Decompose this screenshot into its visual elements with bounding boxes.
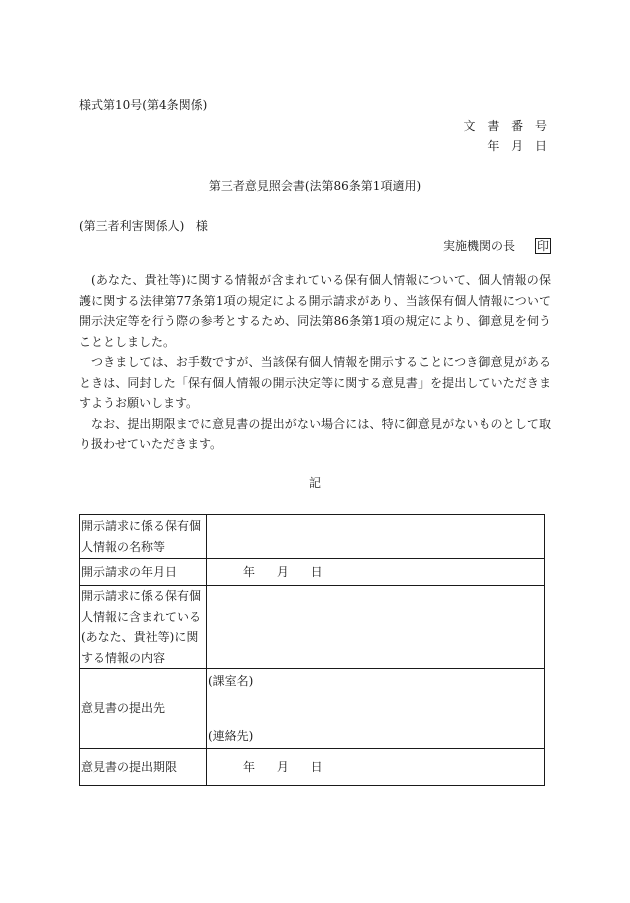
row-label-submission-deadline: 意見書の提出期限 <box>80 749 207 786</box>
body-paragraph-3: なお、提出期限までに意見書の提出がない場合には、特に御意見がないものとして取り扱わせていただきます。 <box>79 416 551 451</box>
row-value-submission-deadline: 年 月 日 <box>207 749 545 786</box>
ki-heading: 記 <box>308 476 321 490</box>
info-table <box>79 514 545 786</box>
row-label-request-date: 開示請求の年月日 <box>80 559 207 586</box>
table-row <box>80 559 545 586</box>
table-row <box>80 669 545 749</box>
table-row <box>80 749 545 786</box>
addressee-honorific: 様 <box>195 219 208 233</box>
row-value-request-date: 年 月 日 <box>207 559 545 586</box>
row-value-info-content <box>207 586 545 669</box>
addressee <box>79 218 208 234</box>
row-value-info-name <box>207 515 545 559</box>
row-label-info-name: 開示請求に係る保有個人情報の名称等 <box>80 515 207 559</box>
contact-label: (連絡先) <box>208 728 254 743</box>
document-date: 年 月 日 <box>487 139 551 153</box>
body-paragraph-1: (あなた、貴社等)に関する情報が含まれている保有個人情報について、個人情報の保護に関する法律第77条第1項の規定による開示請求があり、当該保有個人情報について開示決定等を行う際の参考とするため、同法第86条第1項の規定により、御意見を伺うこととしました。 <box>79 273 551 349</box>
seal-mark: 印 <box>536 239 549 253</box>
sender-name: 実施機関の長 <box>442 239 515 253</box>
row-label-info-content: 開示請求に係る保有個人情報に含まれている(あなた、貴社等)に関する情報の内容 <box>80 586 207 669</box>
table-row <box>80 586 545 669</box>
table-row <box>80 515 545 559</box>
document-title: 第三者意見照会書(法第86条第1項適用) <box>208 179 422 193</box>
document-number: 文 書 番 号 <box>463 119 551 133</box>
row-label-submission-destination: 意見書の提出先 <box>80 669 207 749</box>
sender <box>443 238 551 254</box>
addressee-label: (第三者利害関係人) <box>79 219 185 233</box>
form-number: 様式第10号(第4条関係) <box>79 98 208 112</box>
row-value-submission-destination <box>207 669 545 749</box>
body-paragraph-2: つきましては、お手数ですが、当該保有個人情報を開示することにつき御意見があるときは、同封した「保有個人情報の開示決定等に関する意見書」を提出していただきますようお願いします。 <box>79 355 551 410</box>
department-name-label: (課室名) <box>208 674 254 688</box>
body-text <box>79 270 551 455</box>
